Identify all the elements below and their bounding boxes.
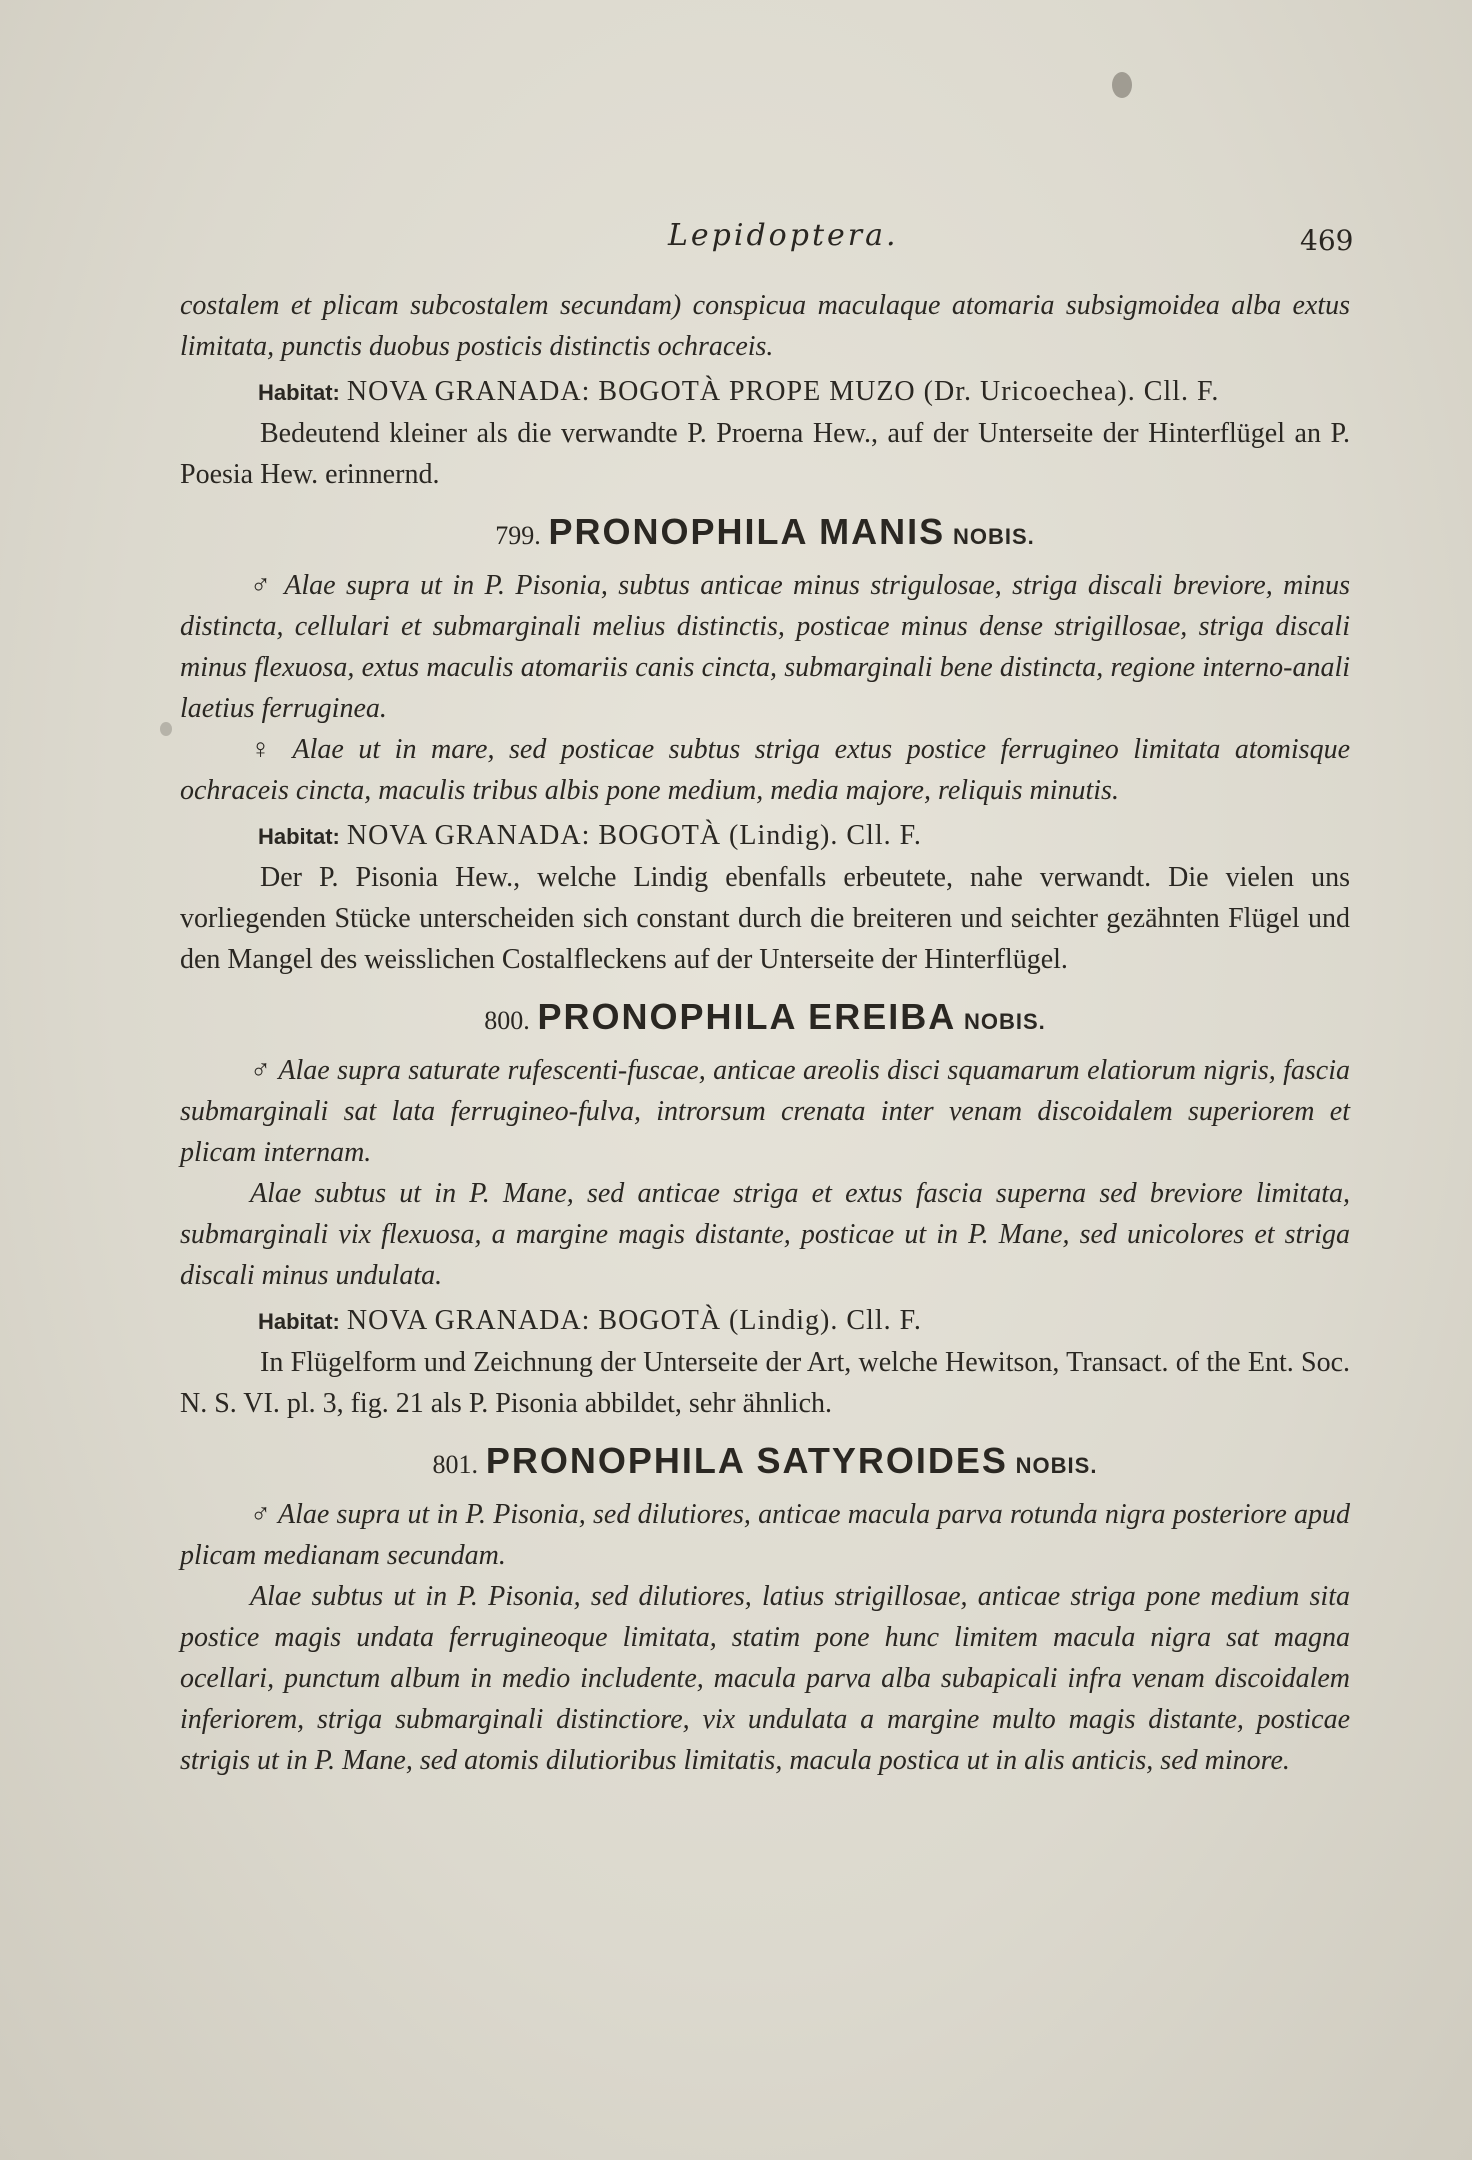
male-symbol: ♂ bbox=[250, 1499, 272, 1530]
page-header bbox=[0, 218, 1472, 258]
habitat-text: NOVA GRANADA: BOGOTÀ (Lindig). Cll. F. bbox=[346, 820, 922, 851]
female-description bbox=[180, 729, 1350, 811]
running-title: Lepidoptera. bbox=[668, 218, 899, 253]
page-number: 469 bbox=[1300, 224, 1354, 257]
underside-description: Alae subtus ut in P. Pisonia, sed dilutiores, latius strigillosae, anticae striga pone medium sita postice magis undata ferrugineoque limitata, statim pone hunc limitem macula nigra sat magna ocellari, punctum album in medio includente, macula parva alba subapicali infra venam discoidalem inferiorem, striga submarginali distinctiore, vix undulata a margine multo magis distante, posticae strigis ut in P. Mane, sed atomis dilutioribus limitatis, macula postica ut in alis anticis, sed minore. bbox=[180, 1581, 1350, 1776]
male-description bbox=[180, 565, 1350, 729]
species-habitat bbox=[180, 1300, 1350, 1342]
species-authority: NOBIS. bbox=[1015, 1453, 1098, 1478]
habitat-text: NOVA GRANADA: BOGOTÀ (Lindig). Cll. F. bbox=[346, 1305, 922, 1336]
species-heading bbox=[180, 996, 1350, 1042]
species-number: 800. bbox=[484, 1006, 530, 1035]
species-number: 801. bbox=[432, 1450, 479, 1479]
habitat-text: NOVA GRANADA: BOGOTÀ PROPE MUZO (Dr. Uricoechea). Cll. F. bbox=[346, 376, 1220, 407]
species-name: PRONOPHILA MANIS bbox=[548, 511, 946, 552]
ink-spot bbox=[160, 722, 172, 736]
male-symbol: ♂ bbox=[250, 570, 275, 601]
page-body bbox=[180, 285, 1350, 1781]
underside-description: Alae subtus ut in P. Mane, sed anticae striga et extus fascia superna sed breviore limitata, submarginali vix flexuosa, a margine magis distante, posticae ut in P. Mane, sed unicolores et striga discali minus undulata. bbox=[180, 1178, 1350, 1291]
female-description-text: Alae ut in mare, sed posticae subtus striga extus postice ferrugineo limitata atomisque ochraceis cincta, maculis tribus albis pone medium, media majore, reliquis minutis. bbox=[180, 734, 1351, 806]
ink-spot bbox=[1112, 72, 1132, 98]
male-description bbox=[180, 1050, 1350, 1173]
habitat-label: Habitat: bbox=[258, 824, 340, 849]
male-symbol: ♂ bbox=[250, 1055, 272, 1086]
species-heading bbox=[180, 1440, 1350, 1486]
species-note: In Flügelform und Zeichnung der Unterseite der Art, welche Hewitson, Transact. of the Ent. Soc. N. S. VI. pl. 3, fig. 21 als P. Pisonia abbildet, sehr ähnlich. bbox=[180, 1347, 1350, 1419]
male-description bbox=[180, 1494, 1350, 1576]
female-symbol: ♀ bbox=[250, 734, 279, 765]
species-name: PRONOPHILA SATYROIDES bbox=[485, 1440, 1008, 1481]
species-number: 799. bbox=[495, 521, 541, 550]
intro-latin-description: costalem et plicam subcostalem secundam) conspicua maculaque atomaria subsigmoidea alba extus limitata, punctis duobus posticis distinctis ochraceis. bbox=[180, 290, 1350, 362]
male-description-text: Alae supra saturate rufescenti-fuscae, anticae areolis disci squamarum elatiorum nigris, fascia submarginali sat lata ferrugineo-fulva, introrsum crenata inter venam discoidalem superiorem et plicam internam. bbox=[180, 1055, 1351, 1168]
species-heading bbox=[180, 511, 1350, 557]
intro-note: Bedeutend kleiner als die verwandte P. Proerna Hew., auf der Unterseite der Hinterflügel an P. Poesia Hew. erinnernd. bbox=[180, 418, 1350, 490]
habitat-label: Habitat: bbox=[258, 1309, 340, 1334]
species-authority: NOBIS. bbox=[963, 1009, 1046, 1034]
intro-habitat bbox=[180, 371, 1350, 413]
male-description-text: Alae supra ut in P. Pisonia, sed dilutiores, anticae macula parva rotunda nigra posteriore apud plicam medianam secundam. bbox=[180, 1499, 1351, 1571]
species-name: PRONOPHILA EREIBA bbox=[537, 996, 957, 1037]
male-description-text: Alae supra ut in P. Pisonia, subtus anticae minus strigulosae, striga discali breviore, minus distincta, cellulari et submarginali melius distinctis, posticae minus dense strigillosae, striga discali minus flexuosa, extus maculis atomariis canis cincta, submarginali bene distincta, regione interno-anali laetius ferruginea. bbox=[180, 570, 1351, 724]
species-habitat bbox=[180, 815, 1350, 857]
species-note: Der P. Pisonia Hew., welche Lindig ebenfalls erbeutete, nahe verwandt. Die vielen uns vorliegenden Stücke unterscheiden sich constant durch die breiteren und seichter gezähnten Flügel und den Mangel des weisslichen Costalfleckens auf der Unterseite der Hinterflügel. bbox=[180, 862, 1350, 975]
habitat-label: Habitat: bbox=[258, 380, 340, 405]
species-authority: NOBIS. bbox=[952, 524, 1035, 549]
